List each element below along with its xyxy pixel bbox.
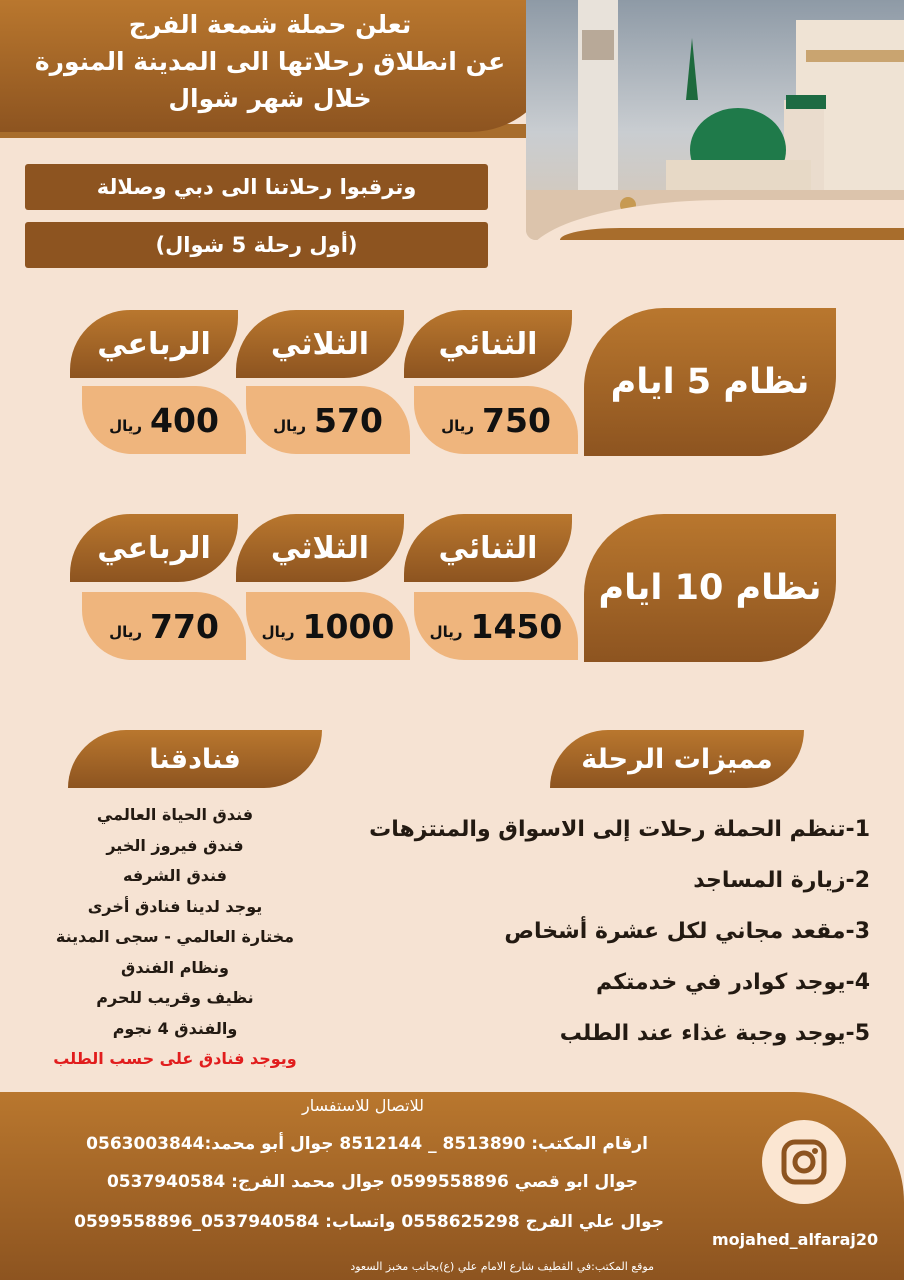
price-value: 1000 (302, 606, 395, 646)
plan1-price-double (414, 386, 578, 454)
feature-item: 4-يوجد كوادر في خدمتكم (596, 970, 870, 995)
header-line-2: عن انطلاق رحلاتها الى المدينة المنورة (34, 47, 506, 76)
contact-line-1: ارقام المكتب: 8513890 _ 8512144 جوال أبو محمد:0563003844 (86, 1134, 648, 1154)
price-value: 750 (482, 400, 551, 440)
price-currency: ريال (441, 417, 475, 435)
plan2-price-quad (82, 592, 246, 660)
plan1-price-triple (246, 386, 410, 454)
plan1-tier-double: الثنائي (404, 310, 572, 378)
price-value: 770 (150, 606, 219, 646)
price-currency: ريال (109, 623, 143, 641)
hotel-item: نظيف وقريب للحرم (96, 988, 254, 1007)
plan2-tier-double: الثنائي (404, 514, 572, 582)
hotel-item: مختارة العالمي - سجى المدينة (55, 927, 295, 946)
contact-line-2: جوال ابو قصي 0599558896 جوال محمد الفرج: 0537940584 (106, 1172, 638, 1192)
plan2-tier-quad: الرباعي (70, 514, 238, 582)
hotel-item: فندق الشرفه (122, 866, 228, 885)
plan2-price-triple (246, 592, 410, 660)
contact-title: للاتصال للاستفسار (302, 1096, 424, 1115)
plan1-price-quad (82, 386, 246, 454)
hotel-item: ونظام الفندق (121, 957, 229, 977)
banner-dubai: وترقبوا رحلاتنا الى دبي وصلالة (25, 164, 488, 210)
plan2-tier-triple: الثلاثي (236, 514, 404, 582)
header-line-3: خلال شهر شوال (168, 84, 372, 113)
plan2-price-double (414, 592, 578, 660)
feature-item: 5-يوجد وجبة غذاء عند الطلب (559, 1021, 870, 1046)
feature-item: 3-مقعد مجاني لكل عشرة أشخاص (504, 919, 870, 944)
banner-first-trip: (أول رحلة 5 شوال) (25, 222, 488, 268)
hotel-item: فندق فيروز الخير (106, 835, 244, 855)
price-currency: ريال (429, 623, 463, 641)
price-currency: ريال (109, 417, 143, 435)
instagram-handle[interactable]: mojahed_alfaraj20 (712, 1230, 879, 1249)
instagram-icon (779, 1137, 829, 1187)
hotel-item: يوجد لدينا فنادق أخرى (87, 896, 263, 916)
office-location: موقع المكتب:في القطيف شارع الامام علي (ع)بجانب مخبز السعود (350, 1260, 654, 1273)
plan1-tier-triple: الثلاثي (236, 310, 404, 378)
hotels-list (30, 800, 320, 1075)
mosque-accent (560, 228, 904, 240)
feature-item: 2-زيارة المساجد (693, 868, 870, 893)
price-value: 400 (150, 400, 219, 440)
plan-5-days-title: نظام 5 ايام (584, 308, 836, 456)
plan-10-days-title: نظام 10 ايام (584, 514, 836, 662)
hotels-heading: فنادقنا (68, 730, 322, 788)
instagram-link[interactable] (762, 1120, 846, 1204)
hotel-item: والفندق 4 نجوم (112, 1018, 238, 1038)
plan1-tier-quad: الرباعي (70, 310, 238, 378)
hotel-item: فندق الحياة العالمي (96, 805, 254, 824)
contact-line-3: جوال علي الفرج 0558625298 واتساب: 0537940584_0599558896 (74, 1212, 664, 1232)
header-line-1: تعلن حملة شمعة الفرج (128, 10, 412, 39)
price-value: 1450 (470, 606, 563, 646)
header-text (20, 6, 520, 117)
price-value: 570 (314, 400, 383, 440)
feature-item: 1-تنظم الحملة رحلات إلى الاسواق والمنتزهات (369, 817, 870, 842)
price-currency: ريال (273, 417, 307, 435)
features-list (330, 810, 870, 1065)
features-heading: مميزات الرحلة (550, 730, 804, 788)
price-currency: ريال (261, 623, 295, 641)
hotel-note: ويوجد فنادق على حسب الطلب (53, 1049, 297, 1068)
